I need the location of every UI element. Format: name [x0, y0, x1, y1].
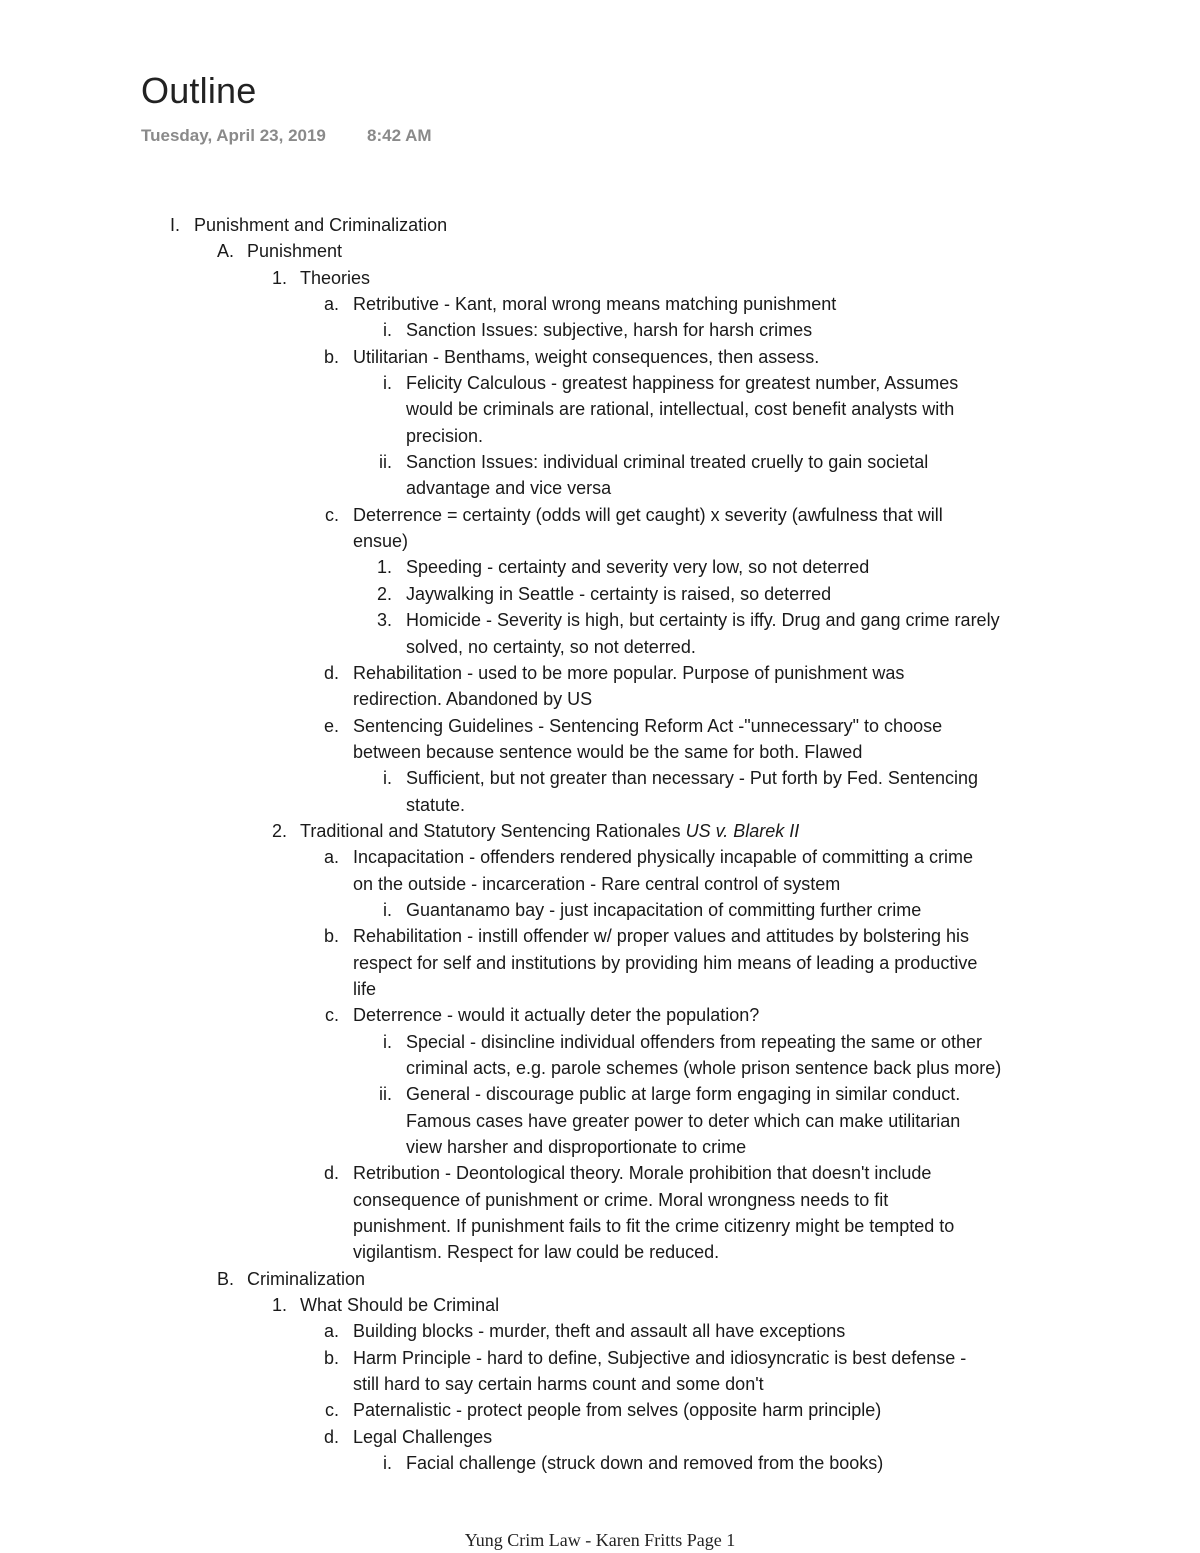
outline-marker: 2.: [271, 820, 287, 841]
outline-item: [0, 976, 1200, 1002]
outline-text-main: statute.: [406, 794, 466, 815]
outline-text-main: Utilitarian - Benthams, weight consequences, then assess.: [353, 346, 820, 367]
outline-text-main: Homicide - Severity is high, but certainty is iffy. Drug and gang crime rarely: [406, 610, 1000, 631]
outline-item: [0, 528, 1200, 554]
outline-text-main: General - discourage public at large form engaging in similar conduct.: [406, 1084, 961, 1105]
outline-marker: d.: [323, 1426, 339, 1447]
outline-text: [353, 1187, 888, 1213]
outline-text: [406, 1108, 960, 1134]
outline-item: [0, 923, 1200, 949]
outline-item: [0, 1424, 1200, 1450]
outline-text: [353, 660, 904, 686]
outline-text-main: Criminalization: [247, 1268, 366, 1289]
outline-item: [0, 1108, 1200, 1134]
outline-text-main: Speeding - certainty and severity very low, so not deterred: [406, 557, 870, 578]
outline-item: [0, 1160, 1200, 1186]
outline-text: [353, 1345, 966, 1371]
outline-marker: e.: [323, 715, 339, 736]
outline-marker: 1.: [271, 1295, 287, 1316]
outline-marker: i.: [383, 373, 392, 394]
outline-marker: i.: [383, 899, 392, 920]
outline-text-main: Building blocks - murder, theft and assault all have exceptions: [353, 1321, 846, 1342]
outline-item: [0, 1450, 1200, 1476]
outline-text-main: Harm Principle - hard to define, Subjective and idiosyncratic is best defense -: [353, 1347, 967, 1368]
page-date: Tuesday, April 23, 2019: [141, 126, 326, 145]
outline-marker: a.: [323, 294, 339, 315]
outline-text: [353, 1213, 954, 1239]
outline-text: [353, 291, 836, 317]
outline-item: [0, 1081, 1200, 1107]
outline-marker: ii.: [379, 1084, 392, 1105]
outline-text: [300, 818, 799, 844]
outline-item: [0, 1345, 1200, 1371]
page-title: Outline: [141, 70, 257, 111]
outline-text: [353, 871, 840, 897]
outline-text-main: still hard to say certain harms count and some don't: [353, 1374, 764, 1395]
outline-text: [353, 923, 969, 949]
outline-item: [0, 792, 1200, 818]
outline-text-main: between because sentence would be the same for both. Flawed: [353, 741, 863, 762]
outline-text-main: Rehabilitation - used to be more popular. Purpose of punishment was: [353, 662, 905, 683]
outline-item: [0, 844, 1200, 870]
outline-item: [0, 475, 1200, 501]
outline-marker: i.: [383, 1031, 392, 1052]
outline-text: [353, 528, 408, 554]
outline-text: [406, 317, 812, 343]
outline-text-main: Deterrence = certainty (odds will get caught) x severity (awfulness that will: [353, 504, 943, 525]
outline-text: [353, 1160, 931, 1186]
outline-item: [0, 871, 1200, 897]
outline-item: [0, 238, 1200, 264]
outline-marker: b.: [323, 1347, 339, 1368]
outline-text: [406, 581, 831, 607]
outline-text-main: Sanction Issues: subjective, harsh for harsh crimes: [406, 320, 813, 341]
outline-item: [0, 212, 1200, 238]
outline-text: [406, 765, 978, 791]
outline-marker: B.: [216, 1268, 234, 1289]
outline-text-main: Theories: [300, 267, 371, 288]
outline-item: [0, 554, 1200, 580]
outline-text-main: Jaywalking in Seattle - certainty is raised, so deterred: [406, 583, 832, 604]
outline-item: [0, 423, 1200, 449]
outline-text: [406, 607, 1000, 633]
outline-item: [0, 581, 1200, 607]
outline-text-main: Facial challenge (struck down and removed from the books): [406, 1453, 884, 1474]
outline-marker: A.: [216, 241, 234, 262]
outline-text-main: vigilantism. Respect for law could be reduced.: [353, 1242, 720, 1263]
outline-item: [0, 1318, 1200, 1344]
outline-item: [0, 344, 1200, 370]
outline-text: [353, 1239, 719, 1265]
outline-marker: I.: [169, 215, 180, 235]
outline-text: [406, 897, 921, 923]
outline-text-main: life: [353, 978, 377, 999]
outline-text-main: Famous cases have greater power to deter which can make utilitarian: [406, 1110, 961, 1131]
outline-item: [0, 1187, 1200, 1213]
outline-item: [0, 634, 1200, 660]
outline-text: [406, 423, 483, 449]
outline-marker: i.: [383, 768, 392, 789]
outline-text-main: Legal Challenges: [353, 1426, 493, 1447]
outline-text-main: Deterrence - would it actually deter the population?: [353, 1005, 760, 1026]
outline-text-main: view harsher and disproportionate to crime: [406, 1137, 747, 1158]
outline-text: [353, 976, 376, 1002]
outline-text-main: would be criminals are rational, intellectual, cost benefit analysts with: [406, 399, 955, 420]
outline-item: [0, 1239, 1200, 1265]
outline-text: [353, 344, 819, 370]
outline-item: [0, 502, 1200, 528]
outline-marker: 2.: [376, 583, 392, 604]
outline-item: [0, 1213, 1200, 1239]
outline-text: [406, 1450, 883, 1476]
outline-item: [0, 265, 1200, 291]
outline-item: [0, 1134, 1200, 1160]
outline-text: [353, 502, 943, 528]
outline-text: [406, 449, 928, 475]
outline-marker: ii.: [379, 452, 392, 473]
outline-text: [406, 1055, 1001, 1081]
outline-item: [0, 818, 1200, 844]
outline-text: [406, 1134, 746, 1160]
outline-marker: d.: [323, 1163, 339, 1184]
outline-text-main: What Should be Criminal: [300, 1295, 500, 1316]
outline-text: [353, 950, 977, 976]
page-footer: Yung Crim Law - Karen Fritts Page 1: [464, 1530, 736, 1550]
outline-text-main: Rehabilitation - instill offender w/ proper values and attitudes by bolstering his: [353, 926, 970, 947]
outline-text-main: advantage and vice versa: [406, 478, 612, 499]
outline-text: [300, 1292, 499, 1318]
outline-text-main: Felicity Calculous - greatest happiness for greatest number, Assumes: [406, 373, 959, 394]
outline-item: [0, 291, 1200, 317]
outline-item: [0, 607, 1200, 633]
outline-text-main: Retributive - Kant, moral wrong means matching punishment: [353, 294, 837, 315]
outline-marker: c.: [324, 1005, 339, 1026]
outline-text-main: Traditional and Statutory Sentencing Rationales: [300, 820, 686, 841]
outline-marker: a.: [323, 847, 339, 868]
outline-item: [0, 1371, 1200, 1397]
outline-item: [0, 1029, 1200, 1055]
outline-text-main: Paternalistic - protect people from selves (opposite harm principle): [353, 1400, 882, 1421]
outline-marker: c.: [324, 504, 339, 525]
outline-marker: d.: [323, 662, 339, 683]
outline-text-main: Sanction Issues: individual criminal treated cruelly to gain societal: [406, 452, 929, 473]
outline-text: [247, 238, 342, 264]
outline-text: [353, 713, 942, 739]
outline-text-main: punishment. If punishment fails to fit the crime citizenry might be tempted to: [353, 1216, 955, 1237]
outline-item: [0, 660, 1200, 686]
outline-text-main: respect for self and institutions by providing him means of leading a productive: [353, 952, 978, 973]
outline-text: [406, 554, 869, 580]
outline-text-main: Guantanamo bay - just incapacitation of committing further crime: [406, 899, 922, 920]
outline-text: [353, 844, 973, 870]
outline-text: [353, 739, 862, 765]
outline-text-main: Punishment and Criminalization: [194, 215, 448, 235]
outline-text-main: Incapacitation - offenders rendered physically incapable of committing a crime: [353, 847, 973, 868]
outline-marker: 1.: [271, 267, 287, 288]
outline-item: [0, 739, 1200, 765]
outline-marker: i.: [383, 320, 392, 341]
outline-item: [0, 1055, 1200, 1081]
outline-item: [0, 370, 1200, 396]
outline-item: [0, 1266, 1200, 1292]
outline-text: [406, 792, 465, 818]
outline-text-main: Retribution - Deontological theory. Morale prohibition that doesn't include: [353, 1163, 932, 1184]
outline-text: [406, 370, 958, 396]
outline-text: [300, 265, 370, 291]
outline-case-name: US v. Blarek II: [685, 820, 800, 841]
outline-text: [406, 396, 954, 422]
outline-item: [0, 1397, 1200, 1423]
outline-marker: a.: [323, 1321, 339, 1342]
outline-item: [0, 765, 1200, 791]
outline-text: [194, 212, 447, 238]
outline-item: [0, 1292, 1200, 1318]
outline-item: [0, 686, 1200, 712]
outline-item: [0, 713, 1200, 739]
outline-item: [0, 449, 1200, 475]
outline-text: [406, 1081, 960, 1107]
outline-text-main: precision.: [406, 425, 484, 446]
outline-text-main: on the outside - incarceration - Rare central control of system: [353, 873, 841, 894]
outline-marker: 3.: [376, 610, 392, 631]
outline-marker: b.: [323, 926, 339, 947]
outline-item: [0, 897, 1200, 923]
outline-text-main: criminal acts, e.g. parole schemes (whole prison sentence back plus more): [406, 1058, 1002, 1078]
outline-marker: i.: [383, 1453, 392, 1474]
outline-text: [406, 634, 696, 660]
outline-item: [0, 950, 1200, 976]
outline-text-main: solved, no certainty, so not deterred.: [406, 636, 696, 657]
outline-text-main: Special - disincline individual offenders from repeating the same or other: [406, 1031, 982, 1052]
outline-text: [353, 1371, 764, 1397]
outline-text: [353, 1397, 881, 1423]
outline-item: [0, 396, 1200, 422]
outline-text: [353, 1424, 492, 1450]
outline-text: [406, 1029, 982, 1055]
outline-marker: 1.: [376, 557, 392, 578]
outline-text: [353, 686, 592, 712]
page-meta: [141, 126, 432, 146]
outline-text-main: consequence of punishment or crime. Moral wrongness needs to fit: [353, 1189, 889, 1210]
outline-list: [0, 212, 1200, 1477]
outline-text-main: redirection. Abandoned by US: [353, 689, 593, 710]
outline-text-main: Punishment: [247, 241, 343, 262]
outline-text: [247, 1266, 365, 1292]
outline-marker: c.: [324, 1400, 339, 1421]
outline-text-main: Sufficient, but not greater than necessary - Put forth by Fed. Sentencing: [406, 768, 979, 789]
outline-text: [353, 1002, 759, 1028]
outline-text-main: ensue): [353, 531, 409, 552]
outline-item: [0, 1002, 1200, 1028]
outline-item: [0, 317, 1200, 343]
outline-text: [406, 475, 611, 501]
outline-marker: b.: [323, 346, 339, 367]
outline-text-main: Sentencing Guidelines - Sentencing Reform Act -"unnecessary" to choose: [353, 715, 943, 736]
page-time: 8:42 AM: [367, 126, 432, 145]
outline-text: [353, 1318, 845, 1344]
